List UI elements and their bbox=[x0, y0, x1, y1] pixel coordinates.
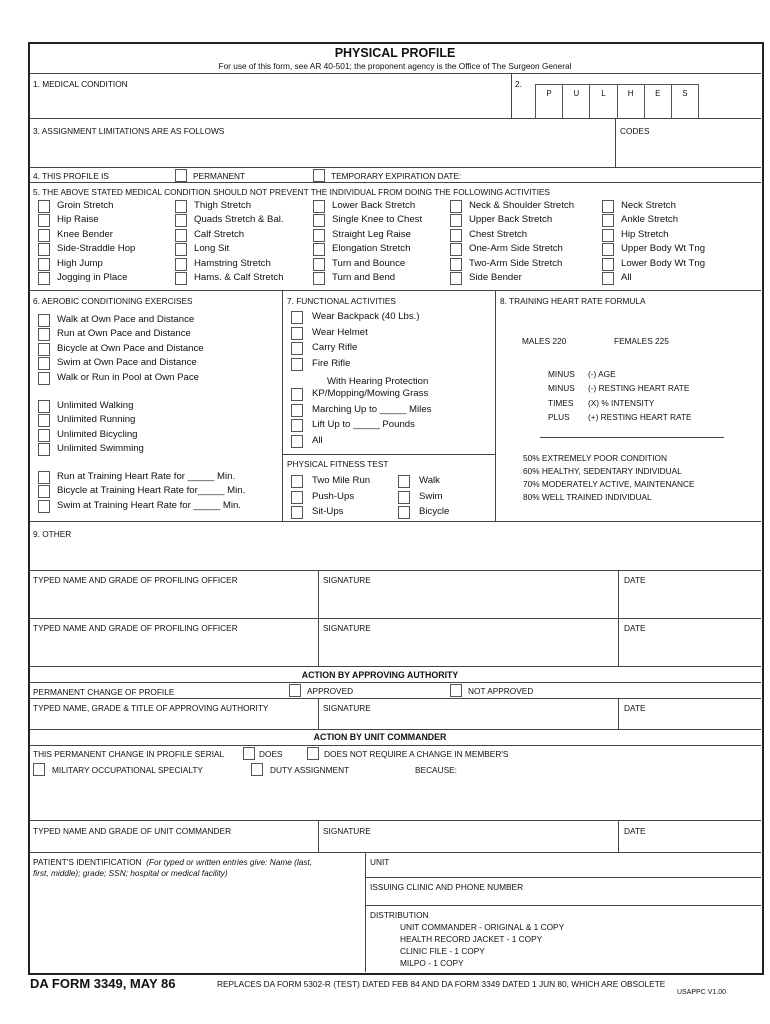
activity-label: Elongation Stretch bbox=[332, 243, 411, 255]
aerobic-label: Walk at Own Pace and Distance bbox=[57, 314, 195, 325]
aerobic-checkbox[interactable] bbox=[38, 357, 50, 370]
temporary-label: TEMPORARY EXPIRATION DATE: bbox=[331, 171, 462, 181]
activity-label: Knee Bender bbox=[57, 228, 114, 240]
aerobic-unlimited-checkbox[interactable] bbox=[38, 400, 50, 413]
issuing-clinic-label: ISSUING CLINIC AND PHONE NUMBER bbox=[370, 882, 524, 892]
functional-hearing-label: Lift Up to _____ Pounds bbox=[312, 419, 415, 430]
activity-checkbox[interactable] bbox=[313, 243, 325, 256]
form-number: DA FORM 3349, MAY 86 bbox=[30, 976, 176, 991]
pft-checkbox[interactable] bbox=[291, 506, 303, 519]
activity-checkbox[interactable] bbox=[38, 229, 50, 242]
distribution-label: DISTRIBUTION bbox=[370, 910, 429, 920]
pft-checkbox[interactable] bbox=[398, 491, 410, 504]
activity-checkbox[interactable] bbox=[38, 243, 50, 256]
pft-label: Walk bbox=[419, 475, 440, 486]
activity-checkbox[interactable] bbox=[450, 229, 462, 242]
activity-checkbox[interactable] bbox=[175, 243, 187, 256]
pft-label: Push-Ups bbox=[312, 490, 355, 502]
activity-checkbox[interactable] bbox=[313, 258, 325, 271]
patient-id-label bbox=[33, 857, 312, 867]
commander-name-label: TYPED NAME AND GRADE OF UNIT COMMANDER bbox=[33, 826, 232, 836]
functional-hearing-checkbox[interactable] bbox=[291, 435, 303, 448]
functional-hearing-checkbox[interactable] bbox=[291, 404, 303, 417]
not-approved-checkbox[interactable] bbox=[450, 684, 462, 697]
patient-id-note-2: first, middle); grade; SSN; hospital or medical facility) bbox=[33, 868, 228, 878]
formula-term: (+) RESTING HEART RATE bbox=[588, 411, 692, 422]
officer1-date-label: DATE bbox=[624, 575, 646, 585]
activity-checkbox[interactable] bbox=[38, 214, 50, 227]
approving-header: ACTION BY APPROVING AUTHORITY bbox=[301, 670, 459, 680]
activity-label: Turn and Bounce bbox=[332, 257, 406, 269]
formula-op: MINUS bbox=[548, 369, 575, 379]
activity-checkbox[interactable] bbox=[450, 258, 462, 271]
approved-checkbox[interactable] bbox=[289, 684, 301, 697]
commander-header: ACTION BY UNIT COMMANDER bbox=[313, 732, 447, 742]
unit-label: UNIT bbox=[370, 857, 390, 867]
aerobic-label: Walk or Run in Pool at Own Pace bbox=[57, 371, 200, 383]
functional-checkbox[interactable] bbox=[291, 342, 303, 355]
codes-label: CODES bbox=[620, 126, 650, 136]
formula-term: (-) AGE bbox=[588, 369, 616, 379]
activity-checkbox[interactable] bbox=[602, 258, 614, 271]
pft-checkbox[interactable] bbox=[398, 475, 410, 488]
functional-checkbox[interactable] bbox=[291, 311, 303, 324]
form-subtitle: For use of this form, see AR 40-501; the proponent agency is the Office of The Surgeon General bbox=[218, 61, 572, 71]
because-label: BECAUSE: bbox=[415, 765, 457, 775]
activity-label: Long Sit bbox=[194, 243, 230, 255]
activity-checkbox[interactable] bbox=[602, 214, 614, 227]
pulhes-p: P bbox=[536, 85, 563, 102]
aerobic-checkbox[interactable] bbox=[38, 314, 50, 327]
assignment-limitations-label: 3. ASSIGNMENT LIMITATIONS ARE AS FOLLOWS bbox=[33, 126, 225, 136]
pulhes-e-input[interactable] bbox=[645, 102, 672, 119]
permanent-checkbox[interactable] bbox=[175, 169, 187, 182]
aerobic-training-label: Bicycle at Training Heart Rate for_____ Min. bbox=[57, 485, 246, 497]
officer2-name-label: TYPED NAME AND GRADE OF PROFILING OFFICER bbox=[33, 623, 238, 633]
functional-label: Wear Helmet bbox=[312, 326, 368, 338]
functional-hearing-checkbox[interactable] bbox=[291, 419, 303, 432]
permanent-change-label: PERMANENT CHANGE OF PROFILE bbox=[33, 687, 175, 697]
activity-checkbox[interactable] bbox=[313, 272, 325, 285]
pft-checkbox[interactable] bbox=[291, 475, 303, 488]
activity-checkbox[interactable] bbox=[602, 272, 614, 285]
activity-label: Straight Leg Raise bbox=[332, 228, 411, 240]
approving-date-label: DATE bbox=[624, 703, 646, 713]
activity-label: Jogging in Place bbox=[57, 272, 128, 283]
not-approved-label: NOT APPROVED bbox=[468, 686, 534, 696]
functional-checkbox[interactable] bbox=[291, 358, 303, 371]
approving-name-label: TYPED NAME, GRADE & TITLE OF APPROVING AUTHORITY bbox=[33, 703, 269, 713]
aerobic-unlimited-label: Unlimited Swimming bbox=[57, 443, 144, 455]
functional-hearing-label: All bbox=[312, 434, 323, 446]
aerobic-training-checkbox[interactable] bbox=[38, 471, 50, 484]
activity-checkbox[interactable] bbox=[450, 200, 462, 213]
activity-checkbox[interactable] bbox=[602, 229, 614, 242]
activity-label: Lower Body Wt Tng bbox=[621, 257, 706, 269]
functional-checkbox[interactable] bbox=[291, 327, 303, 340]
activity-label: Chest Stretch bbox=[469, 228, 528, 240]
formula-term: (X) % INTENSITY bbox=[588, 397, 655, 408]
version-label: USAPPC V1.00 bbox=[677, 989, 727, 996]
officer1-signature-label: SIGNATURE bbox=[323, 575, 371, 585]
distribution-item: CLINIC FILE - 1 COPY bbox=[400, 946, 485, 956]
officer1-name-label: TYPED NAME AND GRADE OF PROFILING OFFICER bbox=[33, 575, 238, 585]
activity-label: Groin Stretch bbox=[57, 200, 114, 211]
aerobic-checkbox[interactable] bbox=[38, 372, 50, 385]
does-checkbox[interactable] bbox=[243, 747, 255, 760]
does-label: DOES bbox=[259, 749, 283, 759]
pft-label: Bicycle bbox=[419, 506, 450, 517]
functional-label: Fire Rifle bbox=[312, 357, 351, 369]
pft-checkbox[interactable] bbox=[398, 506, 410, 519]
aerobic-training-checkbox[interactable] bbox=[38, 485, 50, 498]
pulhes-u-input[interactable] bbox=[563, 102, 590, 119]
duty-assignment-checkbox[interactable] bbox=[251, 763, 263, 776]
activities-label: 5. THE ABOVE STATED MEDICAL CONDITION SHOULD NOT PREVENT THE INDIVIDUAL FROM DOING THE FOLLOWING ACTIVITIES bbox=[33, 187, 550, 197]
mos-checkbox[interactable] bbox=[33, 763, 45, 776]
functional-hearing-label: KP/Mopping/Mowing Grass bbox=[312, 388, 429, 399]
does-not-checkbox[interactable] bbox=[307, 747, 319, 760]
activity-checkbox[interactable] bbox=[38, 272, 50, 285]
intensity-level: 80% WELL TRAINED INDIVIDUAL bbox=[523, 492, 652, 502]
activity-label: Hip Raise bbox=[57, 214, 99, 226]
activity-label: Two-Arm Side Stretch bbox=[469, 257, 563, 269]
profile-is-label: 4. THIS PROFILE IS bbox=[33, 171, 109, 181]
females-value: FEMALES 225 bbox=[614, 336, 669, 346]
commander-signature-label: SIGNATURE bbox=[323, 826, 371, 836]
activity-label: One-Arm Side Stretch bbox=[469, 243, 563, 255]
pft-checkbox[interactable] bbox=[291, 491, 303, 504]
activity-checkbox[interactable] bbox=[450, 214, 462, 227]
aerobic-unlimited-checkbox[interactable] bbox=[38, 414, 50, 427]
aerobic-label: Bicycle at Own Pace and Distance bbox=[57, 342, 204, 354]
aerobic-unlimited-checkbox[interactable] bbox=[38, 443, 50, 456]
pulhes-p-input[interactable] bbox=[536, 102, 563, 119]
functional-label: Carry Rifle bbox=[312, 342, 358, 353]
intensity-level: 60% HEALTHY, SEDENTARY INDIVIDUAL bbox=[523, 466, 682, 476]
aerobic-unlimited-label: Unlimited Running bbox=[57, 414, 136, 426]
temporary-checkbox[interactable] bbox=[313, 169, 325, 182]
aerobic-label: Run at Own Pace and Distance bbox=[57, 328, 191, 340]
pulhes-label: 2. bbox=[515, 79, 522, 89]
replaces-note: REPLACES DA FORM 5302-R (TEST) DATED FEB 84 AND DA FORM 3349 DATED 1 JUN 80, WHICH ARE OBSOLETE bbox=[217, 979, 666, 989]
activity-checkbox[interactable] bbox=[38, 200, 50, 213]
activity-label: Hams. & Calf Stretch bbox=[194, 272, 284, 283]
pft-label: Sit-Ups bbox=[312, 506, 344, 517]
pulhes-s-input[interactable] bbox=[672, 102, 698, 119]
formula-op: MINUS bbox=[548, 383, 575, 394]
activity-label: Hamstring Stretch bbox=[194, 257, 271, 269]
activity-checkbox[interactable] bbox=[602, 200, 614, 213]
approved-label: APPROVED bbox=[307, 686, 354, 696]
aerobic-training-label: Run at Training Heart Rate for _____ Min. bbox=[57, 471, 236, 482]
distribution-item: HEALTH RECORD JACKET - 1 COPY bbox=[400, 934, 543, 944]
pft-label: Swim bbox=[419, 490, 443, 502]
distribution-item: MILPO - 1 COPY bbox=[400, 958, 464, 968]
pulhes-grid bbox=[535, 84, 699, 119]
aerobic-checkbox[interactable] bbox=[38, 343, 50, 356]
does-not-label: DOES NOT REQUIRE A CHANGE IN MEMBER'S bbox=[324, 749, 509, 759]
formula-op: PLUS bbox=[548, 411, 570, 422]
activity-checkbox[interactable] bbox=[313, 229, 325, 242]
activity-checkbox[interactable] bbox=[38, 258, 50, 271]
officer2-signature-label: SIGNATURE bbox=[323, 623, 371, 633]
activity-checkbox[interactable] bbox=[175, 214, 187, 227]
pulhes-h-input[interactable] bbox=[618, 102, 645, 119]
approving-signature-label: SIGNATURE bbox=[323, 703, 371, 713]
hearing-protection-label: With Hearing Protection bbox=[327, 376, 429, 387]
activity-checkbox[interactable] bbox=[450, 243, 462, 256]
aerobic-label: Swim at Own Pace and Distance bbox=[57, 357, 197, 369]
heart-rate-label: 8. TRAINING HEART RATE FORMULA bbox=[500, 296, 646, 306]
formula-op: TIMES bbox=[548, 397, 574, 408]
aerobic-label: 6. AEROBIC CONDITIONING EXERCISES bbox=[33, 296, 193, 306]
intensity-level: 50% EXTREMELY POOR CONDITION bbox=[523, 453, 667, 463]
aerobic-unlimited-checkbox[interactable] bbox=[38, 429, 50, 442]
pulhes-l: L bbox=[590, 85, 617, 102]
patient-id-note-1: (For typed or written entries give: Name (last, bbox=[146, 857, 313, 867]
activity-label: Single Knee to Chest bbox=[332, 214, 423, 226]
activity-checkbox[interactable] bbox=[602, 243, 614, 256]
activity-checkbox[interactable] bbox=[175, 258, 187, 271]
pft-label: Two Mile Run bbox=[312, 475, 371, 486]
activity-checkbox[interactable] bbox=[175, 229, 187, 242]
activity-checkbox[interactable] bbox=[313, 214, 325, 227]
pft-label: PHYSICAL FITNESS TEST bbox=[287, 459, 389, 469]
pulhes-u: U bbox=[563, 85, 590, 102]
aerobic-training-checkbox[interactable] bbox=[38, 500, 50, 513]
activity-label: Hip Stretch bbox=[621, 228, 669, 240]
functional-label: 7. FUNCTIONAL ACTIVITIES bbox=[287, 296, 396, 306]
aerobic-unlimited-label: Unlimited Bicycling bbox=[57, 428, 138, 440]
activity-label: Upper Back Stretch bbox=[469, 214, 553, 226]
duty-assignment-label: DUTY ASSIGNMENT bbox=[270, 765, 350, 775]
aerobic-unlimited-label: Unlimited Walking bbox=[57, 400, 134, 411]
functional-hearing-label: Marching Up to _____ Miles bbox=[312, 403, 432, 415]
aerobic-checkbox[interactable] bbox=[38, 328, 50, 341]
males-value: MALES 220 bbox=[522, 336, 567, 346]
activity-checkbox[interactable] bbox=[450, 272, 462, 285]
pulhes-s: S bbox=[682, 89, 688, 98]
activity-label: Side-Straddle Hop bbox=[57, 243, 136, 255]
functional-label: Wear Backpack (40 Lbs.) bbox=[312, 311, 420, 322]
activity-label: All bbox=[621, 272, 632, 283]
activity-label: Lower Back Stretch bbox=[332, 200, 416, 211]
pulhes-e: E bbox=[645, 85, 672, 102]
pulhes-h: H bbox=[618, 85, 645, 102]
activity-checkbox[interactable] bbox=[313, 200, 325, 213]
commander-date-label: DATE bbox=[624, 826, 646, 836]
aerobic-training-label: Swim at Training Heart Rate for _____ Min. bbox=[57, 499, 241, 511]
pulhes-l-input[interactable] bbox=[590, 102, 617, 119]
activity-label: Side Bender bbox=[469, 272, 522, 283]
activity-label: Upper Body Wt Tng bbox=[621, 243, 706, 255]
patient-id-title: PATIENT'S IDENTIFICATION bbox=[33, 857, 142, 867]
permanent-label: PERMANENT bbox=[193, 171, 246, 181]
activity-label: Calf Stretch bbox=[194, 228, 245, 240]
medical-condition-label: 1. MEDICAL CONDITION bbox=[33, 79, 128, 89]
other-label: 9. OTHER bbox=[33, 529, 72, 539]
functional-hearing-checkbox[interactable] bbox=[291, 388, 303, 401]
officer2-date-label: DATE bbox=[624, 623, 646, 633]
activity-label: Thigh Stretch bbox=[194, 200, 252, 211]
intensity-level: 70% MODERATELY ACTIVE, MAINTENANCE bbox=[523, 479, 695, 489]
activity-checkbox[interactable] bbox=[175, 200, 187, 213]
formula-term: (-) RESTING HEART RATE bbox=[588, 383, 690, 394]
serial-label: THIS PERMANENT CHANGE IN PROFILE SERIAL bbox=[33, 749, 225, 759]
mos-label: MILITARY OCCUPATIONAL SPECIALTY bbox=[52, 765, 203, 775]
form-title: PHYSICAL PROFILE bbox=[334, 46, 456, 60]
activity-label: High Jump bbox=[57, 257, 103, 269]
activity-label: Neck & Shoulder Stretch bbox=[469, 200, 575, 211]
activity-label: Quads Stretch & Bal. bbox=[194, 214, 284, 226]
activity-label: Turn and Bend bbox=[332, 272, 396, 283]
activity-label: Neck Stretch bbox=[621, 200, 676, 211]
distribution-item: UNIT COMMANDER - ORIGINAL & 1 COPY bbox=[400, 922, 565, 932]
activity-label: Ankle Stretch bbox=[621, 214, 679, 226]
activity-checkbox[interactable] bbox=[175, 272, 187, 285]
